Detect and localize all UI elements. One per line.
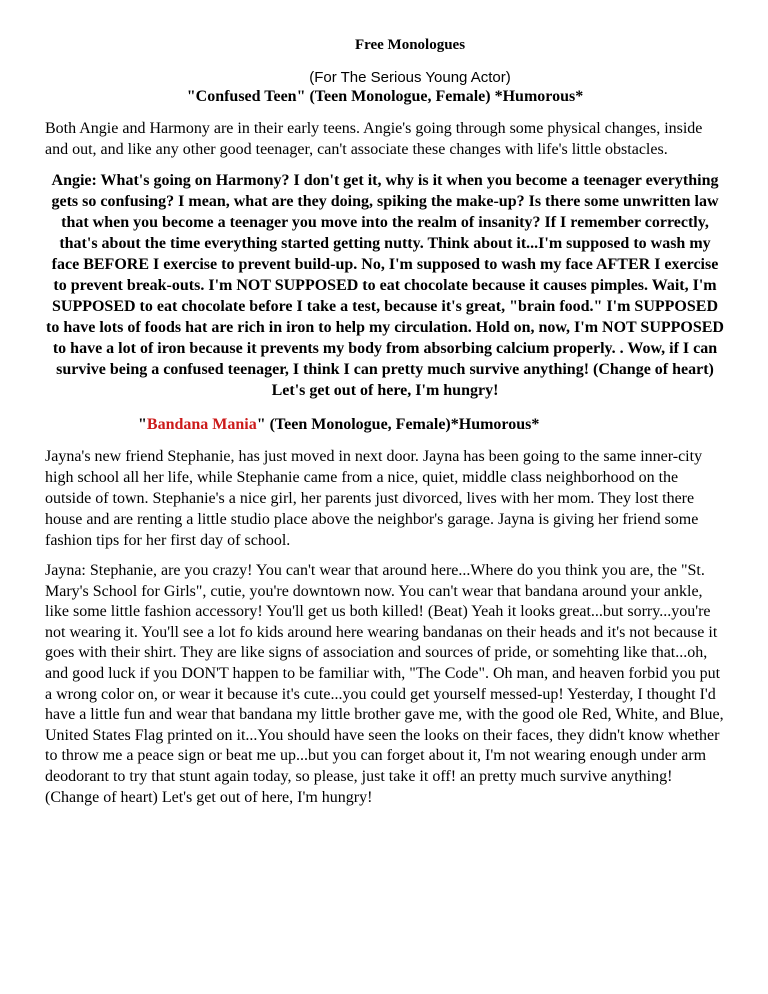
monologue-2-title: Bandana Mania (146, 416, 257, 433)
monologue-1-heading: "Confused Teen" (Teen Monologue, Female) *Humorous* (186, 88, 584, 105)
monologue-2-heading-rest: " (Teen Monologue, Female)*Humorous* (256, 416, 540, 433)
document-tagline: (For The Serious Young Actor) (309, 69, 511, 86)
monologue-2-heading (138, 415, 725, 435)
document-title: Free Monologues (354, 37, 466, 53)
monologue-2-speech: Jayna: Stephanie, are you crazy! You can't wear that around here...Where do you think you are, the "St. Mary's School for Girls", cutie, you're downtown now. You can't wear that bandana around your ankle, like some little fashion accessory! You'll get us both killed! (Beat) Yeah it looks great...but sorry...you're not wearing it. You'll see a lot fo kids around here wearing bandanas on their heads and it's not because it goes with their shirt. They are like signs of association and sources of pride, or somehting like that...oh, and good luck if you DON'T happen to be familiar with, "The Code". Oh man, and heaven forbid you put a wrong color on, or wear it because it's cute...you could get yourself messed-up! Yesterday, I thought I'd have a little fun and wear that bandana my little brother gave me, with the good ole Red, White, and Blue, United States Flag printed on it...You should have seen the looks on their faces, they didn't know whether to throw me a peace sign or beat me up...but you can forget about it, I'm not wearing enough under arm deodorant to try that stunt again today, so please, just take it off! an pretty much survive anything! (Change of heart) Let's get out of here, I'm hungry! (45, 562, 724, 806)
monologue-1-speech: Angie: What's going on Harmony? I don't get it, why is it when you become a teenager everything gets so confusing? I mean, what are they doing, spiking the make-up? Is there some unwritten law that when you become a teenager you move into the realm of insanity? If I remember correctly, that's about the time everything started getting nutty. Think about it...I'm supposed to wash my face BEFORE I exercise to prevent build-up. No, I'm supposed to wash my face AFTER I exercise to prevent break-outs. I'm NOT SUPPOSED to eat chocolate because it causes pimples. Wait, I'm SUPPOSED to eat chocolate before I take a test, because it's great, "brain food." I'm SUPPOSED to have lots of foods hat are rich in iron to help my circulation. Hold on, now, I'm NOT SUPPOSED to have a lot of iron because it prevents my body from absorbing calcium properly. . Wow, if I can survive being a confused teenager, I think I can pretty much survive anything! (Change of heart) Let's get out of here, I'm hungry! (46, 172, 724, 399)
monologue-2-intro: Jayna's new friend Stephanie, has just moved in next door. Jayna has been going to the same inner-city high school all her life, while Stephanie came from a nice, quiet, middle class neighborhood on the outside of town. Stephanie's a nice girl, her parents just divorced, lives with her mom. They lost there house and are renting a little studio place above the neighbor's garage. Jayna is giving her friend some fashion tips for her first day of school. (45, 448, 703, 549)
document-page (45, 36, 725, 818)
monologue-1-intro: Both Angie and Harmony are in their early teens. Angie's going through some physical changes, inside and out, and like any other good teenager, can't associate these changes with life's little obstacles. (45, 120, 703, 158)
monologue-2-heading-open-quote: " (138, 416, 147, 433)
